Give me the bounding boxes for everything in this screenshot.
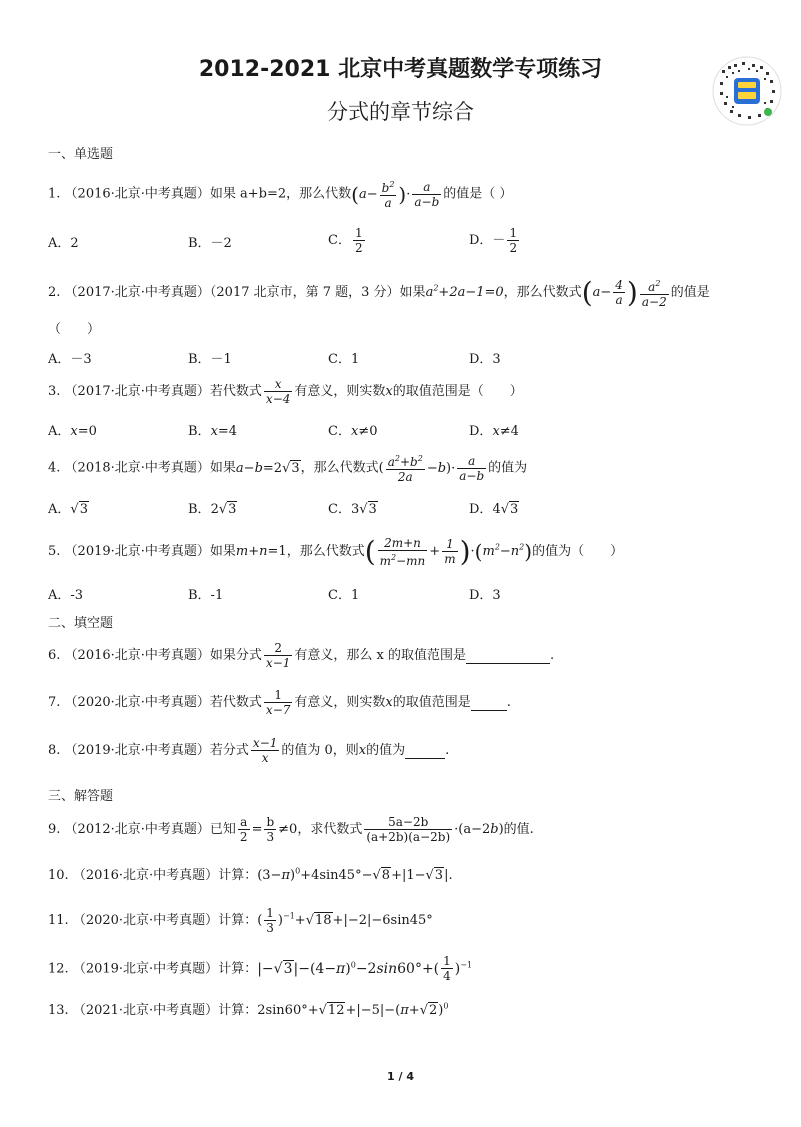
page-number: 1 / 4 <box>387 1070 414 1083</box>
formula: $2\sin 60^\circ+√12+|-5|-(\pi+√2)^0$ <box>257 1001 449 1018</box>
option-c <box>328 226 367 255</box>
question-number: 6. <box>48 648 61 663</box>
question-text: 的值为 <box>488 460 528 476</box>
option-b <box>188 420 237 439</box>
formula: ( $\frac{2m+n}{m^2-mn}$ + $\frac{1}{m}$ )$\cdot(m^2-n^2)$ <box>364 535 533 568</box>
question-text: 的值是（ ） <box>443 186 513 202</box>
formula: (a− $\frac{4}{a}$ ) $\frac{a^2}{a-2}$ <box>581 276 667 309</box>
option-a: A．－3 <box>48 352 92 367</box>
question-text: ，求代数式 <box>297 822 363 837</box>
question-source: （2019·北京·中考真题） <box>72 961 219 977</box>
section-heading-answer: 三、解答题 <box>48 789 114 804</box>
section-heading-fill-blank: 二、填空题 <box>48 616 114 631</box>
question-13 <box>48 999 448 1018</box>
question-number: 5. <box>48 544 61 559</box>
question-text: 计算： <box>218 961 258 977</box>
question-number: 10. <box>48 868 69 883</box>
question-source: （2020·北京·中考真题） <box>72 913 219 928</box>
option-d <box>469 498 519 517</box>
question-source: （2020·北京·中考真题） <box>64 695 210 710</box>
option-label: C． <box>328 233 351 248</box>
question-text: （ ） <box>48 322 101 337</box>
option-label: C． <box>328 424 351 439</box>
option-b: B．-1 <box>188 588 224 603</box>
question-text: 已知 <box>209 822 236 837</box>
question-source: （2016·北京·中考真题） <box>72 868 219 883</box>
formula: x≠4 <box>492 424 519 439</box>
question-6: 6. （2016·北京·中考真题）如果分式 $\frac{2}{x-1}$ 有意义，那么 x 的取值范围是 . <box>48 641 555 670</box>
question-number: 11. <box>48 913 69 928</box>
question-8: 8. （2019·北京·中考真题）若分式 $\frac{x-1}{x}$ 的值为 0，则x的值为 . <box>48 736 450 765</box>
question-2 <box>48 276 710 309</box>
option-label: B． <box>188 424 211 439</box>
question-number: 1. <box>48 186 61 202</box>
question-text: 有意义，则实数 <box>294 384 386 399</box>
option-a: A．2 <box>48 236 79 251</box>
question-number: 13. <box>48 1003 69 1018</box>
formula: m+n=1 <box>235 544 287 559</box>
option-label: A． <box>48 424 71 439</box>
formula: $\frac{x-1}{x}$ <box>252 736 278 765</box>
question-source: （2012·北京·中考真题） <box>64 822 210 837</box>
option-label: D． <box>469 424 493 439</box>
question-number: 12. <box>48 961 69 977</box>
formula: (a− $\frac{b^2}{a}$ )· $\frac{a}{a-b}$ <box>351 179 440 210</box>
formula: x=0 <box>70 424 97 439</box>
formula: $\frac{a^2+b^2}{2a}$ −b)· $\frac{a}{a-b}$ <box>387 453 485 484</box>
answer-blank[interactable] <box>471 695 507 711</box>
question-4 <box>48 452 527 484</box>
question-source: （2021·北京·中考真题） <box>72 1003 219 1018</box>
formula: a−b=2√3 <box>235 460 300 476</box>
question-10 <box>48 864 453 883</box>
formula: 4√3 <box>492 502 519 517</box>
answer-blank[interactable] <box>405 743 445 759</box>
option-c: C．1 <box>328 588 360 603</box>
question-text: 的值为 0，则 <box>281 743 359 758</box>
question-source: （2017·北京·中考真题） <box>64 285 210 300</box>
question-source: （2016·北京·中考真题） <box>64 648 210 663</box>
formula: $\frac{1}{x-7}$ <box>265 688 291 717</box>
option-label: A． <box>48 502 71 517</box>
page-subtitle: 分式的章节综合 <box>327 100 474 124</box>
section-heading-single-choice: 一、单选题 <box>48 147 114 162</box>
option-label: B． <box>188 502 211 517</box>
question-text: 的取值范围是（ ） <box>392 384 523 399</box>
formula: $|-√3|-(4-\pi)^0-2\sin 60^\circ+$( $\frac{1}{4}$ )$^{-1}$ <box>257 954 473 983</box>
question-text: 如果 a+b=2，那么代数 <box>209 186 352 202</box>
question-text: 如果分式 <box>209 648 262 663</box>
question-text: 计算： <box>218 868 258 883</box>
formula: $(3-\pi)^0+4\sin 45^\circ-√8+|1-√3|$. <box>257 866 453 883</box>
question-text: 有意义，那么 x 的取值范围是 <box>294 648 466 663</box>
question-text: 计算： <box>218 1003 258 1018</box>
option-c: C．1 <box>328 352 360 367</box>
question-text: 的值为 <box>366 743 406 758</box>
question-text: ，那么代数式 <box>503 285 582 300</box>
formula: $\frac{5a-2b}{(a+2b)(a-2b)}$ ·(a−2b) <box>366 815 504 844</box>
option-d <box>469 226 521 255</box>
question-text: 如果 <box>209 544 236 559</box>
question-7: 7. （2020·北京·中考真题）若代数式 $\frac{1}{x-7}$ 有意义，则实数x的取值范围是 . <box>48 688 511 717</box>
question-text: 若代数式 <box>209 384 262 399</box>
formula: $\frac{a}{2}$ = $\frac{b}{3}$ ≠0 <box>239 815 298 844</box>
formula: x <box>385 384 393 399</box>
option-d <box>469 420 519 439</box>
formula: $\frac{1}{2}$ <box>354 226 363 255</box>
formula: $\frac{x}{x-4}$ <box>265 377 291 406</box>
question-number: 7. <box>48 695 61 710</box>
option-b: B．－2 <box>188 236 232 251</box>
question-11 <box>48 906 433 935</box>
option-label: C． <box>328 502 351 517</box>
formula: $a^2+2a-1=0$ <box>425 283 504 300</box>
question-text: 若代数式 <box>209 695 262 710</box>
formula: $\frac{2}{x-1}$ <box>265 641 291 670</box>
formula: x <box>358 743 367 758</box>
question-source: （2019·北京·中考真题） <box>64 743 210 758</box>
question-text: 计算： <box>218 913 258 928</box>
question-source: （2017·北京·中考真题） <box>64 384 210 399</box>
option-d: D．3 <box>469 588 501 603</box>
question-source: （2018·北京·中考真题） <box>64 460 210 476</box>
question-number: 4. <box>48 460 61 476</box>
question-5 <box>48 535 623 568</box>
option-c <box>328 498 378 517</box>
question-9 <box>48 815 534 844</box>
option-label: D． <box>469 502 493 517</box>
question-text: ，那么代数式( <box>300 460 384 476</box>
formula: x <box>385 695 393 710</box>
question-text: 的值是 <box>670 285 710 300</box>
question-3 <box>48 377 523 406</box>
option-b: B．－1 <box>188 352 232 367</box>
formula: 2√3 <box>210 502 237 517</box>
question-text: 的取值范围是 <box>392 695 471 710</box>
question-12 <box>48 954 472 983</box>
question-text: 若分式 <box>209 743 249 758</box>
formula: $\frac{1}{2}$ <box>509 226 518 255</box>
question-number: 9. <box>48 822 61 837</box>
option-a <box>48 420 97 439</box>
qr-code-logo <box>712 56 782 126</box>
page-title: 2012-2021 北京中考真题数学专项练习 <box>198 57 603 82</box>
option-d: D．3 <box>469 352 501 367</box>
formula: x=4 <box>210 424 238 439</box>
option-label: D．－ <box>469 233 506 248</box>
question-number: 2. <box>48 285 61 300</box>
formula: 3√3 <box>350 502 377 517</box>
question-text: 的值. <box>503 822 534 837</box>
answer-blank[interactable] <box>466 648 550 664</box>
option-a <box>48 498 89 517</box>
formula: ( $\frac{1}{3}$ )$^{-1}$+√18+|−2|−6sin45° <box>257 906 433 935</box>
question-number: 8. <box>48 743 61 758</box>
formula: √3 <box>70 502 88 517</box>
question-text: 的值为（ ） <box>532 544 624 559</box>
question-1 <box>48 178 512 210</box>
question-text: ，那么代数式 <box>286 544 365 559</box>
option-c <box>328 420 377 439</box>
question-source: （2016·北京·中考真题） <box>64 186 210 202</box>
question-text: （2017 北京市，第 7 题，3 分）如果 <box>209 285 426 300</box>
question-source: （2019·北京·中考真题） <box>64 544 210 559</box>
option-a: A．-3 <box>48 588 84 603</box>
question-number: 3. <box>48 384 61 399</box>
option-b <box>188 498 237 517</box>
question-text: 如果 <box>209 460 236 476</box>
formula: x≠0 <box>350 424 378 439</box>
question-text: 有意义，则实数 <box>294 695 386 710</box>
